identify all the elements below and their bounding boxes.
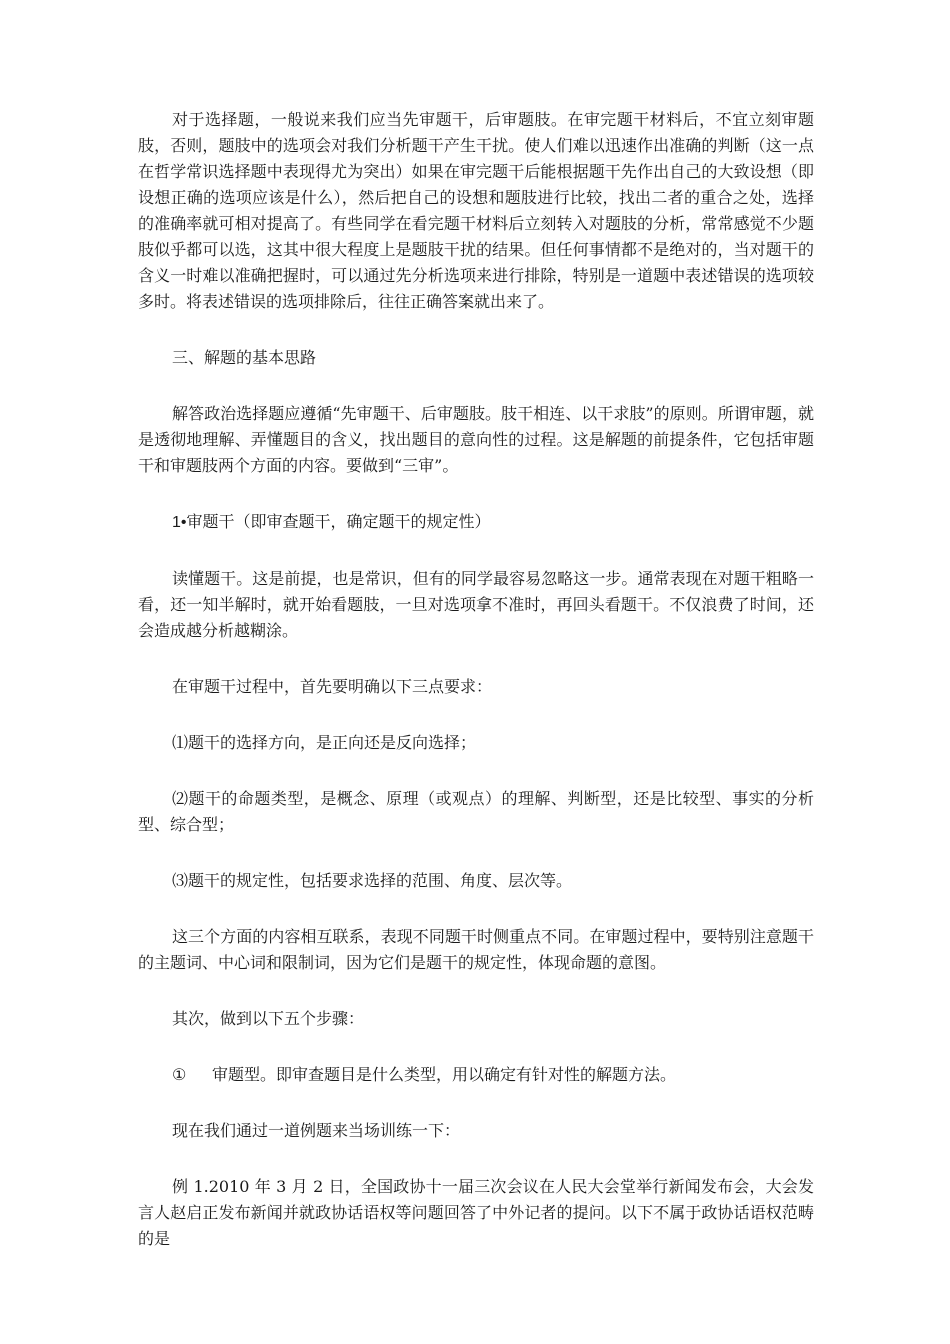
- step-number: ①: [172, 1065, 187, 1084]
- paragraph-principle: 解答政治选择题应遵循“先审题干、后审题肢。肢干相连、以干求肢”的原则。所谓审题，就是透彻地理解、弄懂题目的含义，找出题目的意向性的过程。这是解题的前提条件，它包括审题干和审题肢两个方面的内容。要做到“三审”。: [138, 404, 814, 475]
- subsection-number: 1•: [172, 514, 187, 531]
- step-text: 审题型。即审查题目是什么类型，用以确定有针对性的解题方法。: [212, 1065, 677, 1084]
- subsection-title: 审题干（即审查题干，确定题干的规定性）: [186, 512, 491, 531]
- paragraph-intro: 对于选择题，一般说来我们应当先审题干，后审题肢。在审完题干材料后，不宜立刻审题肢，否则，题肢中的选项会对我们分析题干产生干扰。使人们难以迅速作出准确的判断（这一点在哲学常识选择题中表现得尤为突出）如果在审完题干后能根据题干先作出自己的大致设想（即设想正确的选项应该是什么），然后把自己的设想和题肢进行比较，找出二者的重合之处，选择的准确率就可相对提高了。有些同学在看完题干材料后立刻转入对题肢的分析，常常感觉不少题肢似乎都可以选，这其中很大程度上是题肢干扰的结果。但任何事情都不是绝对的，当对题干的含义一时难以准确把握时，可以通过先分析选项来进行排除，特别是一道题中表述错误的选项较多时。将表述错误的选项排除后，往往正确答案就出来了。: [138, 110, 814, 311]
- paragraph-steps-intro: 其次，做到以下五个步骤：: [172, 1009, 365, 1028]
- paragraph-requirements-intro: 在审题干过程中，首先要明确以下三点要求：: [172, 677, 493, 696]
- requirement-item-1: ⑴题干的选择方向，是正向还是反向选择；: [172, 733, 477, 752]
- paragraph-connection: 这三个方面的内容相互联系，表现不同题干时侧重点不同。在审题过程中，要特别注意题干的主题词、中心词和限制词，因为它们是题干的规定性，体现命题的意图。: [138, 927, 814, 972]
- paragraph-example: 例 1.2010 年 3 月 2 日，全国政协十一届三次会议在人民大会堂举行新闻发布会，大会发言人赵启正发布新闻并就政协话语权等问题回答了中外记者的提问。以下不属于政协话语权范畴的是: [138, 1177, 814, 1248]
- requirement-item-3: ⑶题干的规定性，包括要求选择的范围、角度、层次等。: [172, 871, 573, 890]
- document-page: [138, 107, 814, 1252]
- step-item-1: [138, 1062, 814, 1088]
- paragraph-practice-intro: 现在我们通过一道例题来当场训练一下：: [172, 1121, 461, 1140]
- subsection-heading: [138, 509, 814, 536]
- section-heading: 三、解题的基本思路: [172, 348, 317, 367]
- requirement-item-2: ⑵题干的命题类型，是概念、原理（或观点）的理解、判断型，还是比较型、事实的分析型、综合型；: [138, 789, 814, 834]
- paragraph-read-stem: 读懂题干。这是前提，也是常识，但有的同学最容易忽略这一步。通常表现在对题干粗略一看，还一知半解时，就开始看题肢，一旦对选项拿不准时，再回头看题干。不仅浪费了时间，还会造成越分析越糊涂。: [138, 569, 814, 640]
